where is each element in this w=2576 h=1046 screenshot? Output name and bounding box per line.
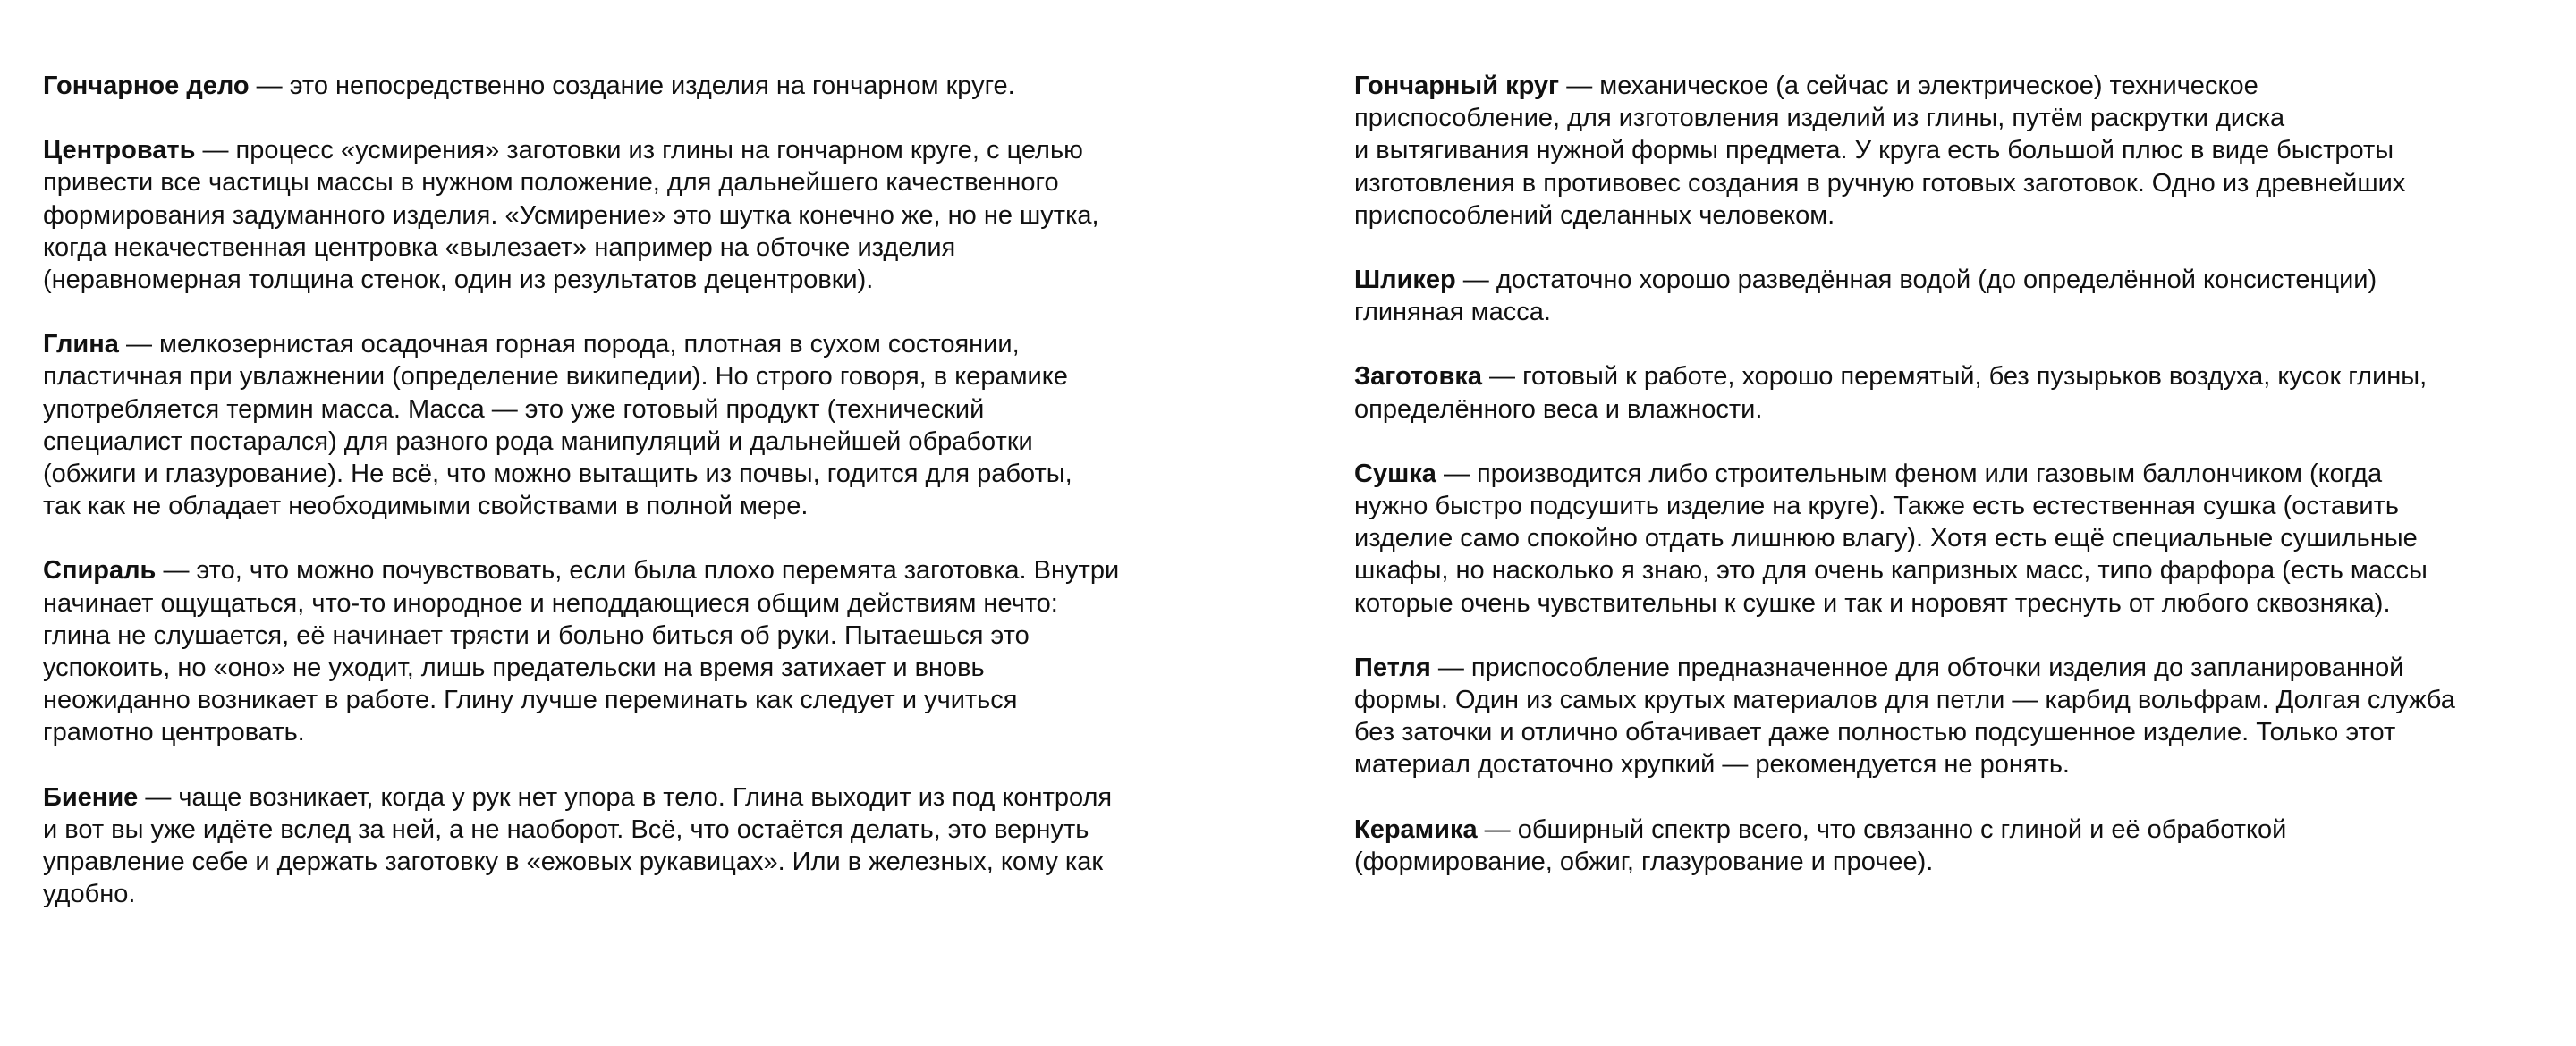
glossary-definition: — мелкозернистая осадочная горная порода, плотная в сухом состоянии, пластичная при увлажнении (определение википедии). Но строго говоря, в керамике употребляется термин масса. Масса — это уже готовый продукт (технический специалист постарался) для разного рода манипуляций и дальнейшей обработки (обжиги и глазурование). Не всё, что можно вытащить из почвы, годится для работы, так как не обладает необходимыми свойствами в полной мере. [43, 330, 1072, 521]
glossary-term: Гончарное дело [43, 72, 250, 100]
glossary-entry-centering [43, 134, 1241, 296]
glossary-entry-spiral [43, 554, 1241, 748]
glossary-definition: — готовый к работе, хорошо перемятый, без пузырьков воздуха, кусок глины, определённого веса и влажности. [1354, 362, 2428, 424]
glossary-entry-slip [1354, 264, 2553, 328]
glossary-entry-potters-wheel [1354, 70, 2553, 232]
glossary-term: Заготовка [1354, 362, 1482, 392]
glossary-definition: — это, что можно почувствовать, если была плохо перемята заготовка. Внутри начинает ощущаться, что-то инородное и неподдающиеся общим действиям нечто: глина не слушается, её начинает трясти и больно биться об руки. Пытаешься это успокоить, но «оно» не уходит, лишь предательски на время затихает и вновь неожиданно возникает в работе. Глину лучше переминать как следует и учиться грамотно центровать. [43, 556, 1120, 747]
glossary-entry-blank [1354, 360, 2553, 425]
glossary-definition: — процесс «усмирения» заготовки из глины на гончарном круге, с целью привести все частицы массы в нужном положение, для дальнейшего качественного формирования задуманного изделия. «Усмирение» это шутка конечно же, но не шутка, когда некачественная центровка «вылезает» например на обточке изделия (неравномерная толщина стенок, один из результатов децентровки). [43, 136, 1099, 295]
glossary-entry-clay [43, 328, 1241, 522]
glossary-term: Сушка [1354, 459, 1436, 488]
glossary-definition: — приспособление предназначенное для обточки изделия до запланированной формы. Один из самых крутых материалов для петли — карбид вольфрам. Долгая служба без заточки и отлично обтачивает даже полностью подсушенное изделие. Только этот материал достаточно хрупкий — рекомендуется не ронять. [1354, 653, 2455, 780]
glossary-term: Шликер [1354, 266, 1456, 295]
glossary-term: Петля [1354, 653, 1431, 682]
glossary-term: Керамика [1354, 814, 1478, 844]
glossary-term: Биение [43, 782, 139, 812]
glossary-term: Центровать [43, 136, 196, 165]
glossary-definition: — механическое (а сейчас и электрическое) техническое приспособление, для изготовления изделий из глины, путём раскрутки диска и вытягивания нужной формы предмета. У круга есть большой плюс в виде быстроты изготовления в противовес создания в ручную готовых заготовок. Одно из древнейших приспособлений сделанных человеком. [1354, 72, 2406, 230]
glossary-left-column [43, 70, 1241, 942]
glossary-right-column [1354, 70, 2553, 910]
glossary-definition: — достаточно хорошо разведённая водой (до определённой консистенции) глиняная масса. [1354, 266, 2377, 327]
glossary-definition: — обширный спектр всего, что связанно с глиной и её обработкой (формирование, обжиг, глазурование и прочее). [1354, 814, 2287, 876]
glossary-definition: — это непосредственно создание изделия на гончарном круге. [249, 72, 1015, 100]
glossary-term: Спираль [43, 556, 157, 586]
glossary-term: Гончарный круг [1354, 72, 1560, 100]
glossary-definition: — чаще возникает, когда у рук нет упора в тело. Глина выходит из под контроля и вот вы уже идёте вслед за ней, а не наоборот. Всё, что остаётся делать, это вернуть управление себе и держать заготовку в «ежовых рукавицах». Или в железных, кому как удобно. [43, 782, 1113, 909]
glossary-entry-drying [1354, 458, 2553, 620]
glossary-entry-pottery [43, 70, 1241, 102]
glossary-entry-loop-tool [1354, 652, 2553, 781]
glossary-entry-ceramics [1354, 814, 2553, 878]
glossary-definition: — производится либо строительным феном или газовым баллончиком (когда нужно быстро подсушить изделие на круге). Также есть естественная сушка (оставить изделие само спокойно отдать лишнюю влагу). Хотя есть ещё специальные сушильные шкафы, но насколько я знаю, это для очень капризных масс, типо фарфора (есть массы которые очень чувствительны к сушке и так и норовят треснуть от любого сквозняка). [1354, 459, 2428, 618]
glossary-entry-wobble [43, 781, 1241, 911]
glossary-term: Глина [43, 330, 119, 359]
